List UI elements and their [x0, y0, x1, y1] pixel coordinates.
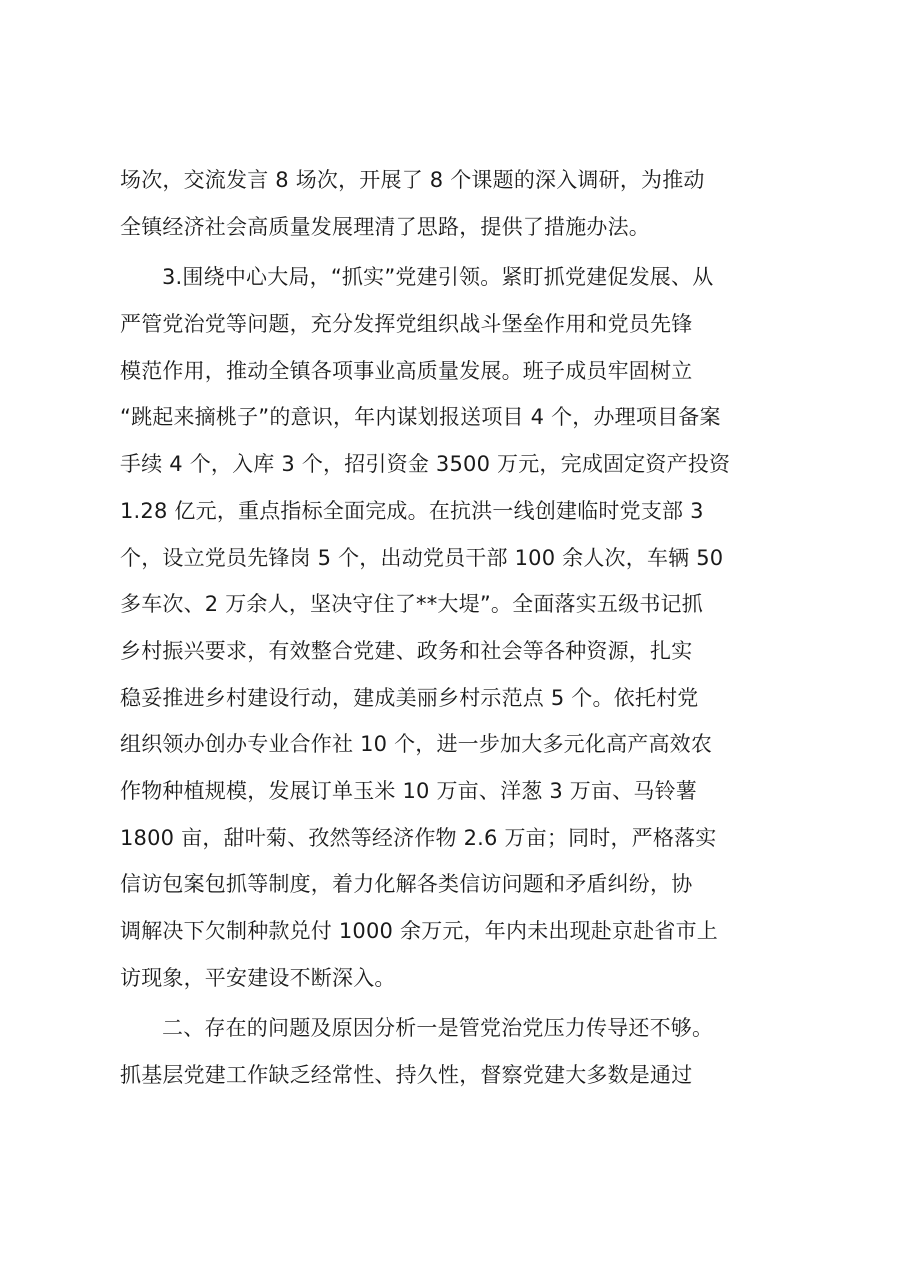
text-line: 模范作用，推动全镇各项事业高质量发展。班子成员牢固树立	[120, 358, 693, 383]
text-line: 场次，交流发言 8 场次，开展了 8 个课题的深入调研，为推动	[120, 168, 705, 192]
text-line: 抓基层党建工作缺乏经常性、持久性，督察党建大多数是通过	[120, 1063, 693, 1088]
text-line: 手续 4 个，入库 3 个，招引资金 3500 万元，完成固定资产投资	[120, 452, 731, 477]
text-line: 作物种植规模，发展订单玉米 10 万亩、洋葱 3 万亩、马铃薯	[120, 778, 697, 803]
paragraph-start-line: 3.围绕中心大局，“抓实”党建引领。紧盯抓党建促发展、从	[162, 265, 714, 290]
text-line: 组织领办创办专业合作社 10 个，进一步加大多元化高产高效农	[120, 732, 713, 757]
document-body	[120, 157, 810, 1099]
text-line: 个，设立党员先锋岗 5 个，出动党员干部 100 余人次，车辆 50	[120, 545, 724, 570]
text-line: 全镇经济社会高质量发展理清了思路，提供了措施办法。	[120, 214, 650, 239]
text-line: 1.28 亿元，重点指标全面完成。在抗洪一线创建临时党支部 3	[120, 498, 704, 523]
text-line: 乡村振兴要求，有效整合党建、政务和社会等各种资源，扎实	[120, 638, 693, 663]
text-line: 稳妥推进乡村建设行动，建成美丽乡村示范点 5 个。依托村党	[120, 685, 699, 710]
text-line: 调解决下欠制种款兑付 1000 余万元，年内未出现赴京赴省市上	[120, 919, 718, 943]
text-line: 多车次、2 万余人，坚决守住了**大堤”。全面落实五级书记抓	[120, 592, 703, 617]
text-line: 严管党治党等问题，充分发挥党组织战斗堡垒作用和党员先锋	[120, 312, 693, 337]
text-line: 访现象，平安建设不断深入。	[120, 965, 396, 990]
text-line: “跳起来摘桃子”的意识，年内谋划报送项目 4 个，办理项目备案	[120, 405, 721, 430]
section-heading-line: 二、存在的问题及原因分析一是管党治党压力传导还不够。	[162, 1016, 714, 1041]
text-line: 1800 亩，甜叶菊、孜然等经济作物 2.6 万亩；同时，严格落实	[120, 825, 717, 850]
text-line: 信访包案包抓等制度，着力化解各类信访问题和矛盾纠纷，协	[120, 872, 693, 897]
